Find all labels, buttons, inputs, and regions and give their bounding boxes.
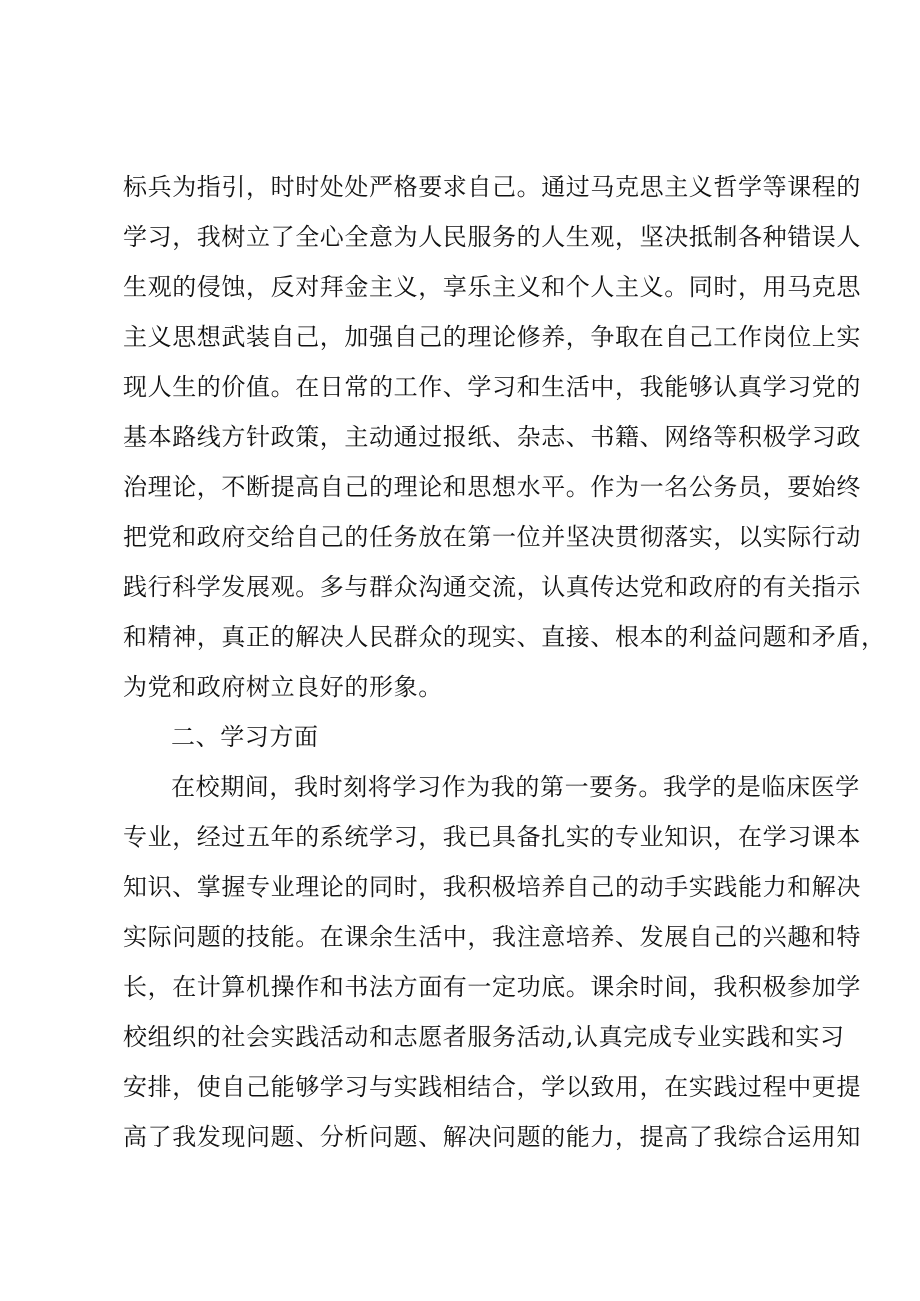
paragraph-line: 践行科学发展观。多与群众沟通交流，认真传达党和政府的有关指示 [123, 573, 861, 601]
paragraph-line: 为党和政府树立良好的形象。 [123, 673, 443, 701]
paragraph-line: 标兵为指引，时时处处严格要求自己。通过马克思主义哲学等课程的 [123, 173, 861, 201]
paragraph-line: 和精神，真正的解决人民群众的现实、直接、根本的利益问题和矛盾， [123, 623, 886, 651]
paragraph-line: 校组织的社会实践活动和志愿者服务活动,认真完成专业实践和实习 [123, 1023, 845, 1051]
paragraph-line: 专业，经过五年的系统学习，我已具备扎实的专业知识，在学习课本 [123, 823, 861, 851]
paragraph-line: 知识、掌握专业理论的同时，我积极培养自己的动手实践能力和解决 [123, 873, 861, 901]
paragraph-line: 基本路线方针政策，主动通过报纸、杂志、书籍、网络等积极学习政 [123, 423, 861, 451]
paragraph-line: 主义思想武装自己，加强自己的理论修养，争取在自己工作岗位上实 [123, 323, 861, 351]
paragraph-line: 现人生的价值。在日常的工作、学习和生活中，我能够认真学习党的 [123, 373, 861, 401]
paragraph-line: 长，在计算机操作和书法方面有一定功底。课余时间，我积极参加学 [123, 973, 861, 1001]
paragraph-line: 高了我发现问题、分析问题、解决问题的能力，提高了我综合运用知 [123, 1123, 861, 1151]
paragraph-line: 实际问题的技能。在课余生活中，我注意培养、发展自己的兴趣和特 [123, 923, 861, 951]
paragraph-line: 把党和政府交给自己的任务放在第一位并坚决贯彻落实，以实际行动 [123, 523, 861, 551]
paragraph-line: 学习，我树立了全心全意为人民服务的人生观，坚决抵制各种错误人 [123, 223, 861, 251]
paragraph-line: 生观的侵蚀，反对拜金主义，享乐主义和个人主义。同时，用马克思 [123, 273, 861, 301]
paragraph-line: 安排，使自己能够学习与实践相结合，学以致用，在实践过程中更提 [123, 1073, 861, 1101]
paragraph-line: 治理论，不断提高自己的理论和思想水平。作为一名公务员，要始终 [123, 473, 861, 501]
paragraph-line: 在校期间，我时刻将学习作为我的第一要务。我学的是临床医学 [171, 773, 860, 801]
section-heading: 二、学习方面 [171, 723, 319, 751]
